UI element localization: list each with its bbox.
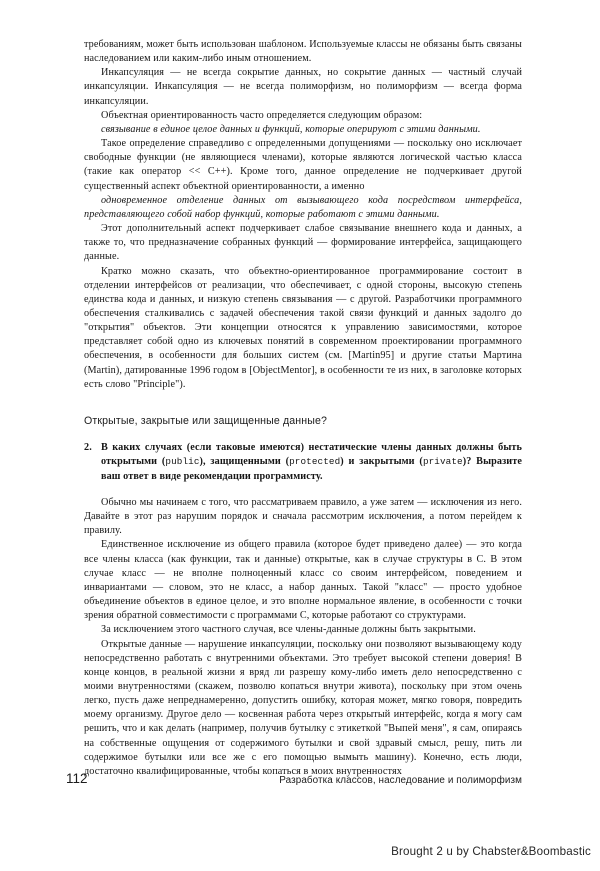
definition-binding-data-functions: связывание в единое целое данных и функций, которые оперируют с этими данными. (101, 123, 481, 135)
question-text-part-3: ) и закрытыми ( (340, 456, 423, 468)
question-text-part-1: В каких случаях (если таковые имеются) нестатические члены данных должны быть открытыми ( (101, 442, 522, 468)
watermark-credit: Brought 2 u by Chabster&Boombastic (391, 845, 591, 858)
page-footer (0, 771, 600, 871)
definition-separation-interface: одновременное отделение данных от вызывающего кода посредством интерфейса, представляющего собой набор функций, которые работают с этими данными. (84, 194, 522, 220)
question-item (84, 441, 522, 484)
question-text-part-4: )? Выразите ваш ответ в виде рекомендации программисту. (101, 456, 523, 482)
paragraph-continuation: требованиям, может быть использован шаблоном. Используемые классы не обязаны быть связаны наследованием или каким-либо иным отношением. (84, 39, 522, 65)
section-heading-data-access: Открытые, закрытые или защищенные данные? (84, 414, 328, 427)
paragraph-oo-definition-intro: Объектная ориентированность часто определяется следующим образом: (101, 109, 423, 121)
page-number: 112 (66, 771, 88, 786)
question-text-part-2: ), защищенными ( (199, 456, 290, 468)
paragraph-rule-private: За исключением этого частного случая, все члены-данные должны быть закрытыми. (101, 624, 476, 636)
paragraph-encapsulation: Инкапсуляция — не всегда сокрытие данных, но сокрытие данных — частный случай инкапсуляции. Инкапсуляция — не всегда полиморфизм, но полиморфизм — всегда форма инкапсуляции. (84, 67, 522, 107)
running-head: Разработка классов, наследование и полиморфизм (279, 775, 522, 786)
paragraph-additional-aspect: Этот дополнительный аспект подчеркивает слабое связывание внешнего кода и данных, а также то, что предназначение собранных функций — формирование интерфейса, защищающего данные. (84, 223, 522, 263)
paragraph-public-data-violation: Открытые данные — нарушение инкапсуляции, поскольку они позволяют вызывающему коду непосредственно работать с внутренними объектами. Это требует высокой степени доверия! В конце концов, в реальной жизни я вряд ли разрешу кому-либо иметь дело непосредственно с моими внутренностями (скажем, позволю копаться внутри живота), поскольку при этом очень легко, пусть даже непреднамеренно, допустить ошибку, которая может, мягко говоря, повредить моему организму. Другое дело — косвенная работа через открытый интерфейс, когда я могу сам решить, что и как делать (например, получив бутылку с этикеткой "Выпей меня", я сам, опираясь на собственные ощущения от содержимого бутылки и свой здравый смысл, решу, пить ли содержимое бутылки или все же с его помощью вымыть машину). Конечно, есть люди, достаточно квалифицированные, чтобы копаться в моих внутренностях (84, 638, 522, 777)
keyword-private: private (422, 456, 463, 468)
question-number: 2. (84, 442, 92, 454)
paragraph-rule-exceptions-intro: Обычно мы начинаем с того, что рассматриваем правило, а уже затем — исключения из него. Давайте в этот раз нарушим порядок и сначала рассмотрим исключения, а потом перейдем к правилу. (84, 496, 522, 537)
paragraph-definition-critique-text: Такое определение справедливо с определенными допущениями — поскольку оно исключает свободные функции (не являющиеся членами), которые являются логической частью класса (такие как оператор << C++). Кроме того, данное определение не подчеркивает другой существенный аспект объектной ориентированности, а именно (84, 138, 522, 192)
keyword-protected: protected (289, 456, 341, 468)
paragraph-definition-critique (84, 137, 522, 194)
page-body (84, 38, 522, 779)
keyword-public: public (165, 456, 200, 468)
paragraph-oop-summary: Кратко можно сказать, что объектно-ориентированное программирование состоит в отделении интерфейсов от реализации, что обеспечивает, с одной стороны, высокую степень единства кода и данных, и низкую степень связывания — с другой. Разработчики программного обеспечения сталкивались с задачей обеспечения такой связи функций и данных задолго до "открытия" объектов. Эти концепции относятся к управлению зависимостями, которое представляет собой одно из ключевых понятий в современном проектировании программного обеспечения, в особенности для больших систем (см. [Martin95] и другие статьи Мартина (Martin), датированные 1996 годом в [ObjectMentor], в особенности те из них, в заголовке которых есть слово "Principle"). (84, 265, 522, 390)
paragraph-single-exception: Единственное исключение из общего правила (которое будет приведено далее) — это когда все члены класса (как функции, так и данные) открытые, как в случае структуры в C. В этом случае класс — не вполне полноценный класс со своим интерфейсом, поведением и инвариантами — словом, это не класс, а набор данных. Такой "класс" — просто удобное объединение объектов в единое целое, и это вполне нормальное явление, в особенности с точки зрения обратной совместимости с программами C, которые работают со структурами. (84, 539, 522, 622)
